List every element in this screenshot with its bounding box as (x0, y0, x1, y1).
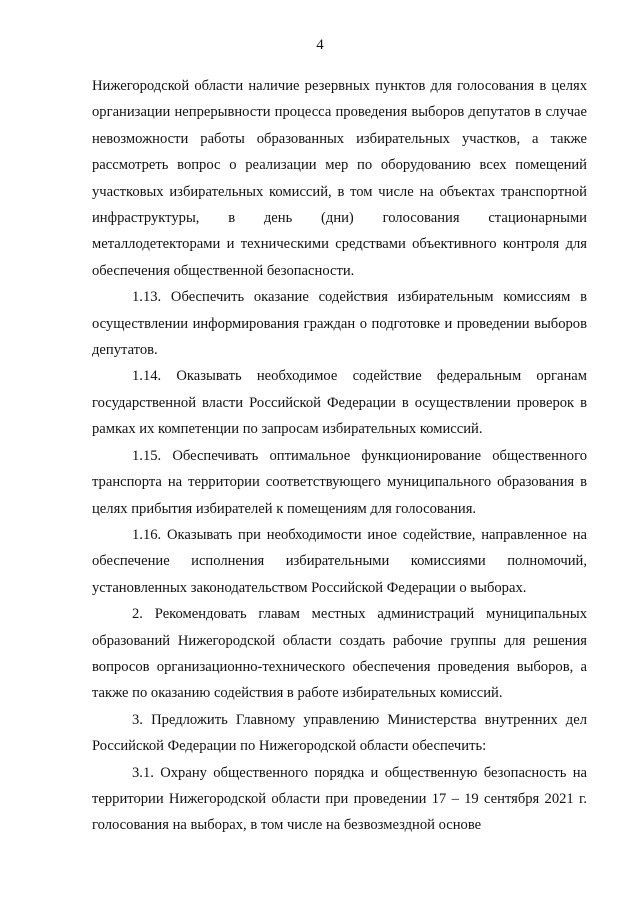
paragraph-1-14: 1.14. Оказывать необходимое содействие федеральным органам государственной власти Российской Федерации в осуществлении проверок в рамках их компетенции по запросам избирательных комиссий. (92, 368, 587, 438)
document-body (92, 73, 587, 839)
paragraph-1-15: 1.15. Обеспечивать оптимальное функционирование общественного транспорта на территории соответствующего муниципального образования в целях прибытия избирателей к помещениям для голосования. (92, 447, 587, 517)
page-number: 4 (316, 37, 324, 53)
paragraph-2: 2. Рекомендовать главам местных администраций муниципальных образований Нижегородской области создать рабочие группы для решения вопросов организационно-технического обеспечения проведения выборов, а также по оказанию содействия в работе избирательных комиссий. (92, 606, 587, 702)
paragraph-continuation: Нижегородской области наличие резервных пунктов для голосования в целях организации непрерывности процесса проведения выборов депутатов в случае невозможности работы образованных избирательных участков, а также рассмотреть вопрос о реализации мер по оборудованию всех помещений участковых избирательных комиссий, в том числе на объектах транспортной инфраструктуры, в день (дни) голосования стационарными металлодетекторами и техническими средствами объективного контроля для обеспечения общественной безопасности. (92, 78, 587, 279)
paragraph-3-1: 3.1. Охрану общественного порядка и общественную безопасность на территории Нижегородской области при проведении 17 – 19 сентября 2021 г. голосования на выборах, в том числе на безвозмездной основе (92, 764, 587, 834)
paragraph-1-16: 1.16. Оказывать при необходимости иное содействие, направленное на обеспечение исполнения избирательными комиссиями полномочий, установленных законодательством Российской Федерации о выборах. (92, 526, 587, 596)
paragraph-1-13: 1.13. Обеспечить оказание содействия избирательным комиссиям в осуществлении информирования граждан о подготовке и проведении выборов депутатов. (92, 289, 587, 359)
paragraph-3: 3. Предложить Главному управлению Министерства внутренних дел Российской Федерации по Нижегородской области обеспечить: (92, 711, 587, 755)
